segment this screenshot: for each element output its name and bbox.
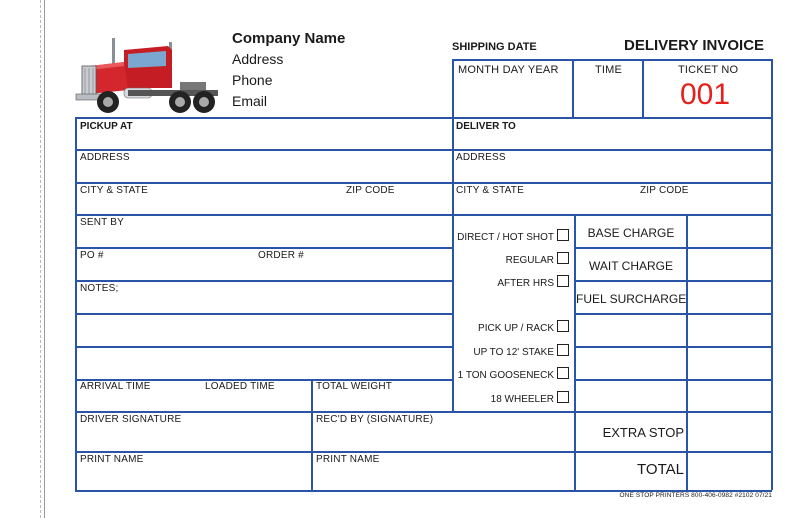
wait-charge-label: WAIT CHARGE	[588, 259, 673, 273]
pickup-city-state-label: CITY & STATE	[80, 185, 148, 196]
driver-signature-label: DRIVER SIGNATURE	[80, 414, 182, 425]
po-label: PO #	[80, 250, 104, 261]
driver-print-name-label: PRINT NAME	[80, 454, 144, 465]
checkbox-icon[interactable]	[557, 344, 569, 356]
recd-by-label: REC'D BY (SIGNATURE)	[316, 414, 434, 425]
service-option-18-wheeler: 18 WHEELER	[490, 394, 554, 405]
company-address: Address	[232, 51, 284, 67]
service-option-regular: REGULAR	[505, 255, 554, 266]
fuel-surcharge-label: FUEL SURCHARGE	[576, 292, 687, 306]
service-option-direct: DIRECT / HOT SHOT	[457, 232, 554, 243]
checkbox-icon[interactable]	[557, 391, 569, 403]
deliver-address-label: ADDRESS	[456, 152, 506, 163]
arrival-time-label: ARRIVAL TIME	[80, 381, 151, 392]
company-name: Company Name	[232, 30, 346, 47]
notes-label: NOTES;	[80, 283, 119, 294]
company-phone: Phone	[232, 72, 273, 88]
service-option-after-hrs: AFTER HRS	[497, 278, 554, 289]
service-option-pickup-rack: PICK UP / RACK	[478, 323, 554, 334]
checkbox-icon[interactable]	[557, 320, 569, 332]
pickup-at-label: PICKUP AT	[80, 121, 133, 132]
ticket-number: 001	[680, 78, 731, 111]
checkbox-icon[interactable]	[557, 229, 569, 241]
checkbox-icon[interactable]	[557, 252, 569, 264]
service-option-stake: UP TO 12' STAKE	[473, 347, 554, 358]
total-label: TOTAL	[637, 461, 684, 478]
extra-stop-label: EXTRA STOP	[602, 425, 684, 440]
sent-by-label: SENT BY	[80, 217, 125, 228]
invoice-title: DELIVERY INVOICE	[624, 37, 765, 54]
checkbox-icon[interactable]	[557, 275, 569, 287]
time-label: TIME	[595, 64, 623, 76]
binding-margin-line	[44, 0, 45, 518]
pickup-zip-label: ZIP CODE	[346, 185, 395, 196]
receiver-print-name-label: PRINT NAME	[316, 454, 380, 465]
deliver-to-label: DELIVER TO	[456, 121, 516, 132]
perforation-line	[40, 0, 41, 518]
deliver-zip-label: ZIP CODE	[640, 185, 689, 196]
order-label: ORDER #	[258, 250, 304, 261]
deliver-city-state-label: CITY & STATE	[456, 185, 524, 196]
company-email: Email	[232, 93, 268, 109]
printer-credit: ONE STOP PRINTERS 800-406-0982 #2102 07/21	[619, 492, 772, 499]
service-option-gooseneck: 1 TON GOOSENECK	[457, 370, 554, 381]
total-weight-label: TOTAL WEIGHT	[316, 381, 393, 392]
base-charge-label: BASE CHARGE	[587, 226, 675, 240]
shipping-date-label: SHIPPING DATE	[452, 41, 537, 53]
semi-truck-icon	[72, 36, 222, 118]
checkbox-icon[interactable]	[557, 367, 569, 379]
loaded-time-label: LOADED TIME	[205, 381, 275, 392]
pickup-address-label: ADDRESS	[80, 152, 130, 163]
ticket-label: TICKET NO	[678, 64, 739, 76]
date-label: MONTH DAY YEAR	[458, 64, 559, 76]
